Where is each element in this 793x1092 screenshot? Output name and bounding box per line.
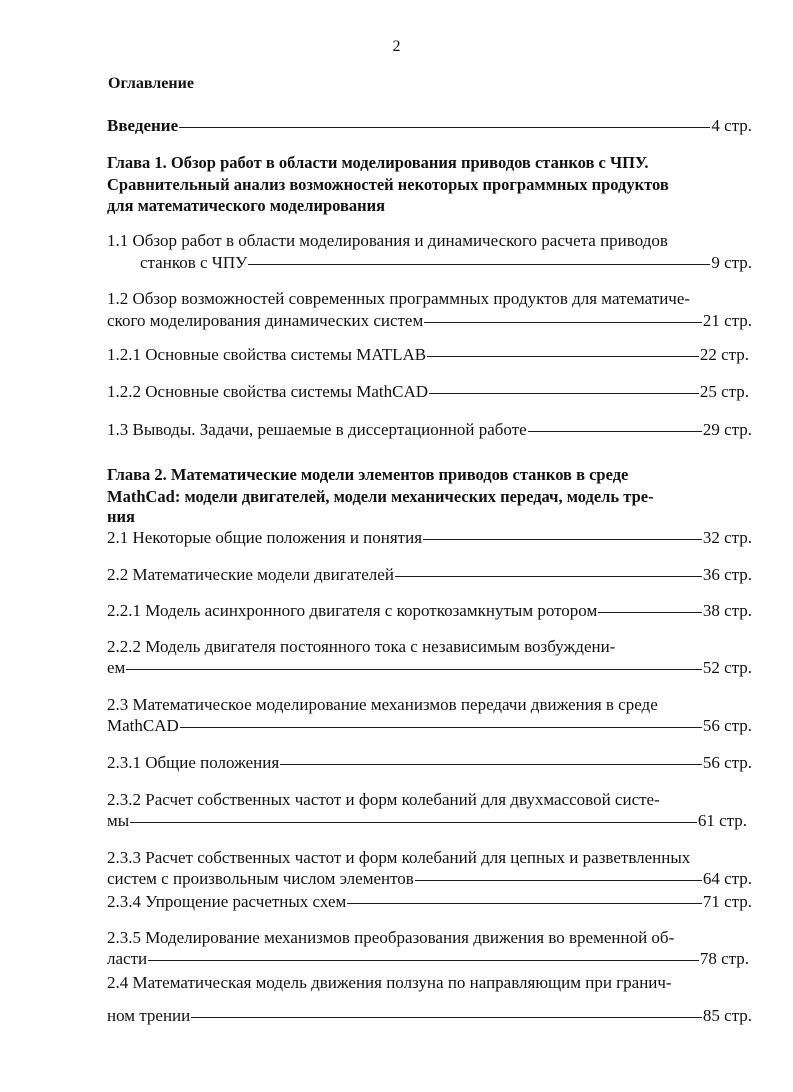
chapter-2-heading-line: ния [107,507,135,526]
toc-entry-1-2-2 [107,381,749,403]
toc-entry-intro [107,115,752,137]
toc-entry-1-2-1 [107,344,749,366]
toc-entry-1-2 [107,310,752,332]
toc-entry-2-1 [107,527,752,549]
toc-entry-text: 2.2 Математические модели двигателей [107,565,394,584]
toc-entry-page: 71 стр. [702,892,752,911]
toc-entry-1-1-line1: 1.1 Обзор работ в области моделирования и динамического расчета приводов [107,231,668,250]
toc-entry-text: систем с произвольным числом элементов [107,869,414,888]
toc-entry-text: 2.2.1 Модель асинхронного двигателя с короткозамкнутым ротором [107,601,598,620]
chapter-1-heading-line: Глава 1. Обзор работ в области моделирования приводов станков с ЧПУ. [107,153,649,172]
leader-line [130,822,697,823]
toc-entry-page: 56 стр. [702,716,752,735]
toc-entry-2-2-1 [107,600,752,622]
leader-line [598,612,702,613]
toc-entry-2-3-4 [107,891,752,913]
leader-line [424,322,702,323]
toc-entry-2-3-3 [107,868,752,890]
toc-entry-page: 36 стр. [702,565,752,584]
toc-entry-text: станков с ЧПУ [140,253,248,272]
toc-entry-page: 56 стр. [702,753,752,772]
toc-entry-1-2-line1: 1.2 Обзор возможностей современных программных продуктов для математиче- [107,289,691,308]
toc-entry-2-3-1 [107,752,752,774]
leader-line [191,1017,702,1018]
toc-entry-2-3-3-line1: 2.3.3 Расчет собственных частот и форм колебаний для цепных и разветвленных [107,848,691,867]
chapter-1-heading-line: Сравнительный анализ возможностей некоторых программных продуктов [107,175,669,194]
leader-line [180,727,702,728]
page-number: 2 [392,38,401,55]
toc-entry-page: 61 стр. [697,811,747,830]
toc-entry-2-2-2 [107,657,752,679]
toc-entry-2-3-5-line1: 2.3.5 Моделирование механизмов преобразования движения во временной об- [107,928,675,947]
toc-entry-text: MathCAD [107,716,179,735]
toc-entry-text: 2.1 Некоторые общие положения и понятия [107,528,423,547]
leader-line [429,393,699,394]
leader-line [415,880,702,881]
toc-entry-2-4-line1: 2.4 Математическая модель движения ползуна по направляющим при гранич- [107,973,672,992]
leader-line [148,960,699,961]
toc-entry-2-3-line1: 2.3 Математическое моделирование механизмов передачи движения в среде [107,695,658,714]
toc-entry-page: 4 стр. [711,116,752,135]
toc-entry-page: 22 стр. [699,345,749,364]
leader-line [347,903,702,904]
toc-entry-page: 25 стр. [699,382,749,401]
toc-entry-1-1 [140,252,752,274]
chapter-2-heading-line: Глава 2. Математические модели элементов приводов станков в среде [107,465,629,484]
leader-line [427,356,699,357]
leader-line [248,264,710,265]
toc-entry-page: 21 стр. [702,311,752,330]
toc-entry-text: ем [107,658,126,677]
leader-line [179,127,710,128]
toc-entry-text: ном трении [107,1006,191,1025]
leader-line [528,431,702,432]
toc-entry-text: ского моделирования динамических систем [107,311,424,330]
toc-entry-text: ласти [107,949,148,968]
toc-title: Оглавление [108,75,194,92]
chapter-2-heading-line: MathCad: модели двигателей, модели механических передач, модель тре- [107,487,654,506]
toc-entry-2-4 [107,1005,752,1027]
toc-entry-text: 1.2.1 Основные свойства системы MATLAB [107,345,427,364]
leader-line [280,764,702,765]
leader-line [423,539,702,540]
toc-entry-page: 85 стр. [702,1006,752,1025]
toc-entry-page: 64 стр. [702,869,752,888]
toc-entry-page: 78 стр. [699,949,749,968]
toc-entry-2-3-2-line1: 2.3.2 Расчет собственных частот и форм колебаний для двухмассовой систе- [107,790,660,809]
toc-entry-page: 52 стр. [702,658,752,677]
toc-entry-text: мы [107,811,130,830]
toc-entry-2-2 [107,564,752,586]
toc-entry-page: 9 стр. [711,253,752,272]
chapter-1-heading-line: для математического моделирования [107,196,386,215]
toc-entry-text: Введение [107,116,179,135]
toc-entry-2-3-5 [107,948,749,970]
toc-entry-page: 38 стр. [702,601,752,620]
toc-entry-page: 29 стр. [702,420,752,439]
toc-entry-text: 1.2.2 Основные свойства системы MathCAD [107,382,429,401]
leader-line [126,669,702,670]
toc-entry-2-3 [107,715,752,737]
toc-entry-text: 2.3.1 Общие положения [107,753,280,772]
toc-entry-2-2-2-line1: 2.2.2 Модель двигателя постоянного тока с независимым возбуждени- [107,637,616,656]
toc-entry-text: 2.3.4 Упрощение расчетных схем [107,892,347,911]
leader-line [395,576,702,577]
toc-entry-text: 1.3 Выводы. Задачи, решаемые в диссертационной работе [107,420,527,439]
toc-entry-page: 32 стр. [702,528,752,547]
toc-entry-1-3 [107,419,752,441]
toc-entry-2-3-2 [107,810,747,832]
